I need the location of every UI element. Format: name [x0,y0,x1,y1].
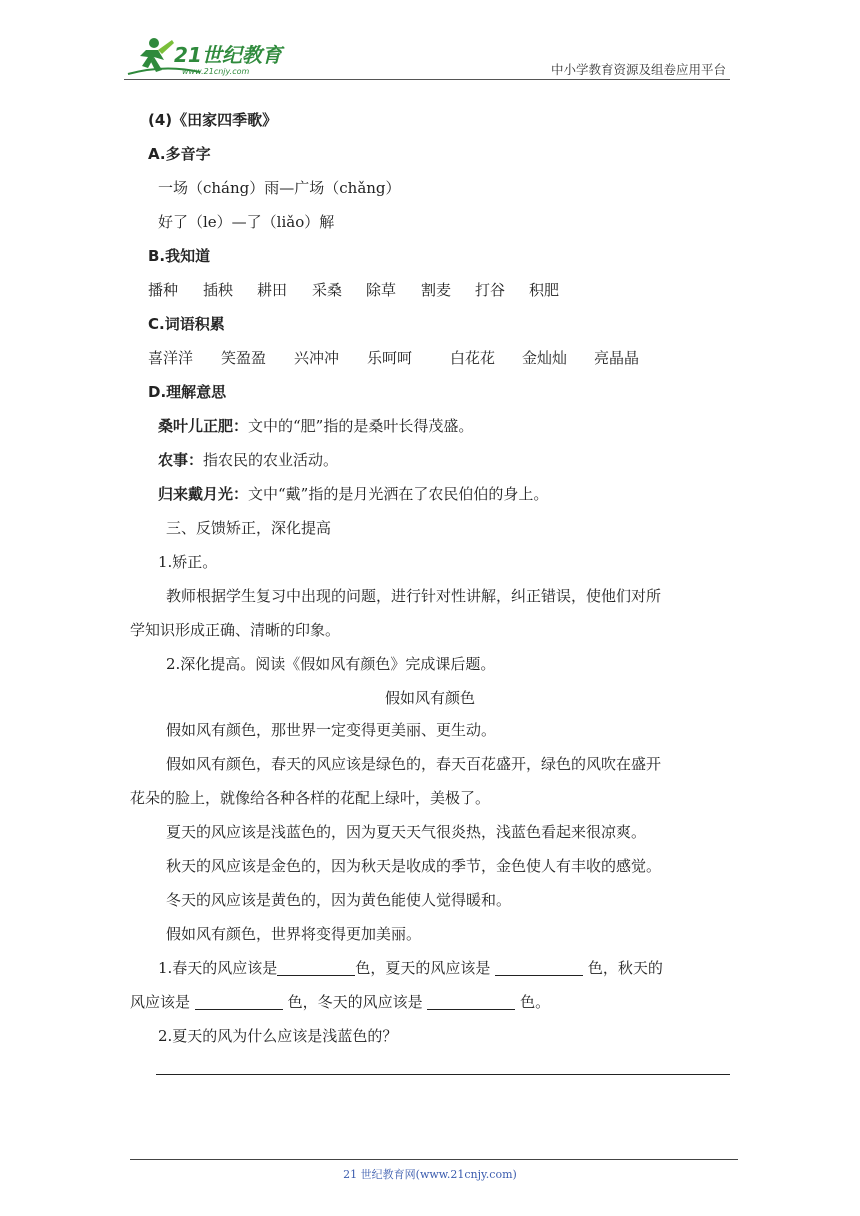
meaning-item [158,484,548,504]
answer-blank-winter[interactable] [427,993,515,1010]
question-1-cont [130,992,550,1012]
word-item: 播种 [148,281,179,299]
runner-logo-icon [124,30,294,80]
passage-paragraph: 假如风有颜色，那世界一定变得更美丽、更生动。 [166,721,497,739]
word-item: 白花花 [450,349,496,367]
section-heading: (4)《田家四季歌》 [148,111,278,129]
answer-blank-spring[interactable] [277,959,355,976]
answer-blank-summer[interactable] [495,959,583,976]
header-divider [124,79,730,80]
meaning-item [158,450,338,470]
meaning-term: 农事： [158,451,204,469]
passage-paragraph-cont: 花朵的脸上，就像给各种各样的花配上绿叶，美极了。 [130,789,491,807]
passage-paragraph: 冬天的风应该是黄色的，因为黄色能使人觉得暖和。 [166,891,512,909]
correction-text-2: 学知识形成正确、清晰的印象。 [130,621,341,639]
word-item: 喜洋洋 [148,349,194,367]
question-text: 色。 [520,993,551,1011]
question-1 [158,958,663,978]
question-text: 风应该是 [130,993,191,1011]
meaning-text: 文中“戴”指的是月光洒在了农民伯伯的身上。 [248,485,549,503]
footer-divider [130,1159,738,1160]
site-logo [124,30,294,80]
word-item: 笑盈盈 [221,349,267,367]
question-text: 色，秋天的 [587,959,663,977]
correction-title: 1.矫正。 [158,553,218,571]
question-2: 2.夏天的风为什么应该是浅蓝色的？ [158,1027,398,1045]
word-item: 除草 [366,281,397,299]
word-item: 亮晶晶 [594,349,640,367]
passage-title: 假如风有颜色 [384,689,475,707]
word-item: 金灿灿 [522,349,568,367]
meaning-text: 文中的“肥”指的是桑叶长得茂盛。 [248,417,474,435]
deepen-title: 2.深化提高。阅读《假如风有颜色》完成课后题。 [166,655,496,673]
word-item: 兴冲冲 [294,349,340,367]
passage-paragraph: 秋天的风应该是金色的，因为秋天是收成的季节，金色使人有丰收的感觉。 [166,857,662,875]
vocab-title: C.词语积累 [148,315,225,333]
word-item: 积肥 [529,281,560,299]
word-item: 插秧 [203,281,234,299]
word-item: 割麦 [421,281,452,299]
svg-text:www.21cnjy.com: www.21cnjy.com [182,67,250,76]
word-item: 耕田 [257,281,288,299]
passage-paragraph: 假如风有颜色，春天的风应该是绿色的，春天百花盛开，绿色的风吹在盛开 [166,755,662,773]
svg-text:21世纪教育: 21世纪教育 [174,43,282,67]
passage-paragraph: 夏天的风应该是浅蓝色的，因为夏天天气很炎热，浅蓝色看起来很凉爽。 [166,823,647,841]
answer-blank-autumn[interactable] [195,993,283,1010]
meaning-term: 归来戴月光： [158,485,249,503]
question-text: 色，夏天的风应该是 [355,959,491,977]
correction-text-1: 教师根据学生复习中出现的问题，进行针对性讲解，纠正错误，使他们对所 [166,587,662,605]
word-item: 打谷 [475,281,506,299]
meaning-item [158,416,473,436]
question-text: 1.春天的风应该是 [158,959,278,977]
footer-text: 21 世纪教育网(www.21cnjy.com) [343,1168,517,1181]
platform-name: 中小学教育资源及组卷应用平台 [550,62,726,77]
meaning-text: 指农民的农业活动。 [203,451,339,469]
question-text: 色，冬天的风应该是 [287,993,423,1011]
passage-paragraph: 假如风有颜色，世界将变得更加美丽。 [166,925,422,943]
know-title: B.我知道 [148,247,211,265]
polyphone-title: A.多音字 [148,145,211,163]
meaning-title: D.理解意思 [148,383,227,401]
meaning-term: 桑叶儿正肥： [158,417,249,435]
word-item: 乐呵呵 [367,349,413,367]
polyphone-line-2: 好了（le）—了（liǎo）解 [158,213,335,231]
word-item: 采桑 [312,281,343,299]
part3-heading: 三、反馈矫正，深化提高 [166,519,332,537]
answer-line[interactable] [156,1074,730,1075]
polyphone-line-1: 一场（cháng）雨—广场（chǎng） [158,179,401,197]
